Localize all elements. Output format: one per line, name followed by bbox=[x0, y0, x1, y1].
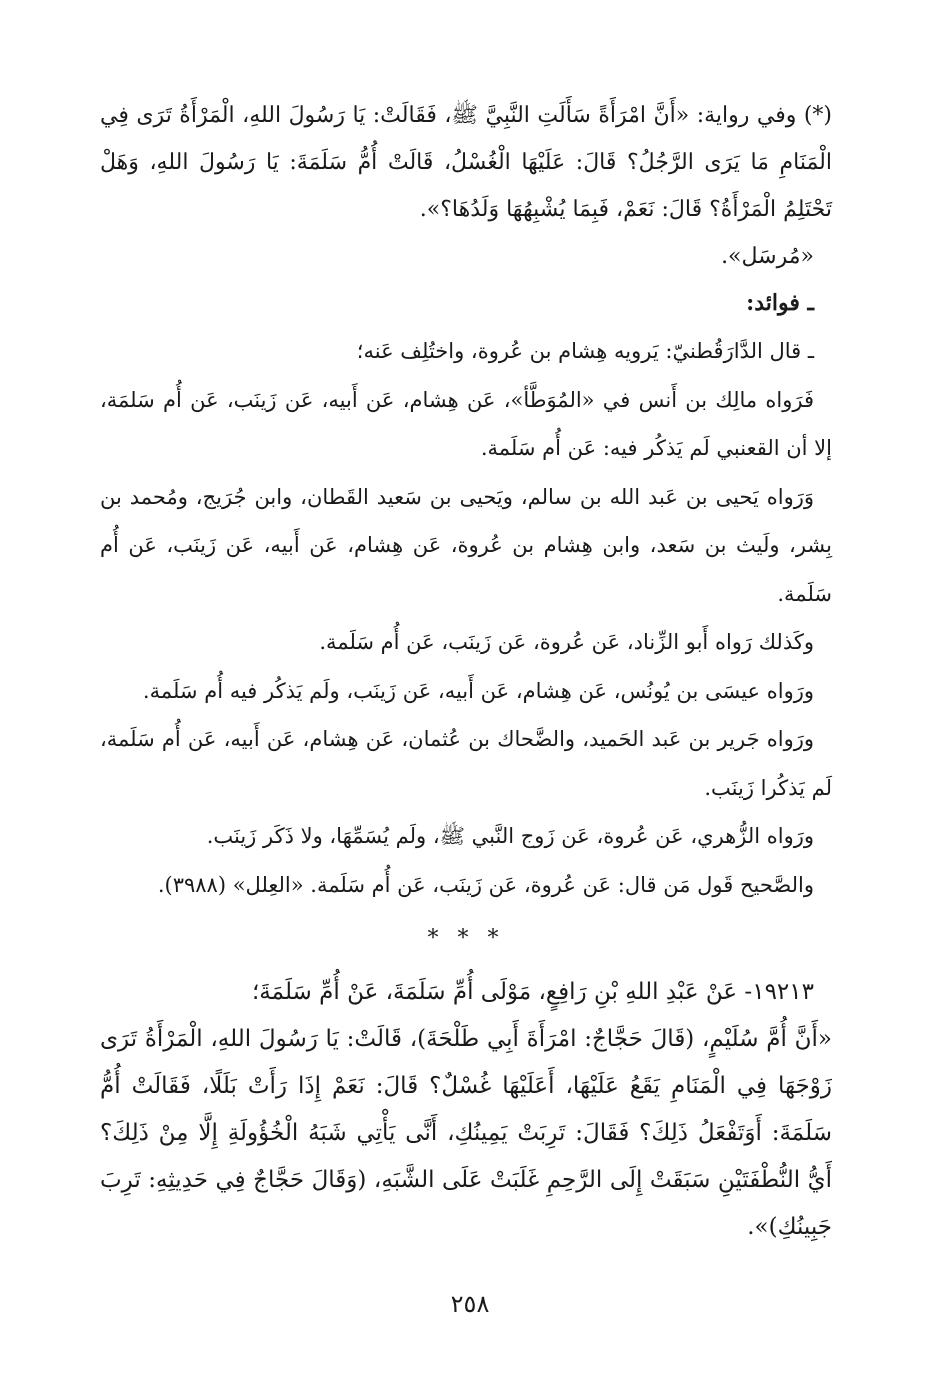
daraqutni-intro: ـ قال الدَّارَقُطنيّ: يَرويه هِشام بن عُروة، واختُلِف عَنه؛ bbox=[356, 339, 814, 363]
main-text bbox=[100, 92, 832, 1251]
narration-path: فَرَواه مالِك بن أَنس في «المُوَطَّأ»، عَن هِشام، عَن أَبيه، عَن زَينَب، عَن أُم سَلمَة، إلا أن القعنبي لَم يَذكُر فيه: عَن أُم سَلَمة. bbox=[100, 387, 832, 460]
narration-path: وكَذلك رَواه أَبو الزِّناد، عَن عُروة، عَن زَينَب، عَن أُم سَلَمة. bbox=[319, 630, 814, 654]
benefits-heading: ـ فوائد: bbox=[746, 290, 814, 316]
narration-variant: (*) وفي رواية: «أَنَّ امْرَأَةً سَأَلَتِ النَّبِيَّ ﷺ، فَقَالَتْ: يَا رَسُولَ اللهِ، الْمَرْأَةُ تَرَى فِي الْمَنَامِ مَا يَرَى الرَّجُلُ؟ قَالَ: عَلَيْهَا الْغُسْلُ، قَالَتْ أُمُّ سَلَمَةَ: يَا رَسُولَ اللهِ، وَهَلْ تَحْتَلِمُ الْمَرْأَةُ؟ قَالَ: نَعَمْ، فَبِمَا يُشْبِهُهَا وَلَدُهَا؟». bbox=[100, 103, 832, 222]
narration-path: وَرَواه يَحيى بن عَبد الله بن سالم، ويَحيى بن سَعيد القَطان، وابن جُرَيج، ومُحمد بن بِشر، ولَيث بن سَعد، وابن هِشام بن عُروة، عَن هِشام، عَن أَبيه، عَن زَينَب، عَن أُم سَلَمة. bbox=[100, 484, 832, 606]
hadith-text: «أَنَّ أُمَّ سُلَيْمٍ، (قَالَ حَجَّاجٌ: امْرَأَةَ أَبِي طَلْحَةَ)، قَالَتْ: يَا رَسُولَ اللهِ، الْمَرْأَةُ تَرَى زَوْجَهَا فِي الْمَنَامِ يَقَعُ عَلَيْهَا، أَعَلَيْهَا غُسْلٌ؟ قَالَ: نَعَمْ إِذَا رَأَتْ بَلَلًا، فَقَالَتْ أُمُّ سَلَمَةَ: أَوَتَفْعَلُ ذَلِكَ؟ فَقَالَ: تَرِبَتْ يَمِينُكِ، أَنَّى يَأْتِي شَبَهُ الْخُؤُولَةِ إِلَّا مِنْ ذَلِكَ؟ أَيُّ النُّطْفَتَيْنِ سَبَقَتْ إِلَى الرَّحِمِ غَلَبَتْ عَلَى الشَّبَهِ، (وَقَالَ حَجَّاجٌ فِي حَدِيثِهِ: تَرِبَ جَبِينُكِ)». bbox=[100, 1026, 832, 1240]
hadith-intro: ١٩٢١٣- عَنْ عَبْدِ اللهِ بْنِ رَافِعٍ، مَوْلَى أُمِّ سَلَمَةَ، عَنْ أُمِّ سَلَمَةَ؛ bbox=[252, 979, 814, 1005]
grading-label: «مُرسَل». bbox=[721, 244, 814, 269]
section-separator: * * * bbox=[427, 926, 505, 951]
narration-path: ورَواه جَرير بن عَبد الحَميد، والضَّحاك بن عُثمان، عَن هِشام، عَن أَبيه، عَن أُم سَلَمة، لَم يَذكُرا زَينَب. bbox=[100, 727, 832, 800]
conclusion: والصَّحيح قَول مَن قال: عَن عُروة، عَن زَينَب، عَن أُم سَلَمة. «العِلل» (٣٩٨٨). bbox=[157, 872, 814, 897]
page-number: ٢٥٨ bbox=[450, 1290, 490, 1318]
narration-path: ورَواه عيسَى بن يُونُس، عَن هِشام، عَن أَبيه، عَن زَينَب، ولَم يَذكُر فيه أُم سَلَمة. bbox=[142, 678, 814, 703]
narration-path: ورَواه الزُّهري، عَن عُروة، عَن زَوج النَّبي ﷺ، ولَم يُسَمِّهَا، ولا ذَكَر زَينَب. bbox=[206, 824, 814, 848]
